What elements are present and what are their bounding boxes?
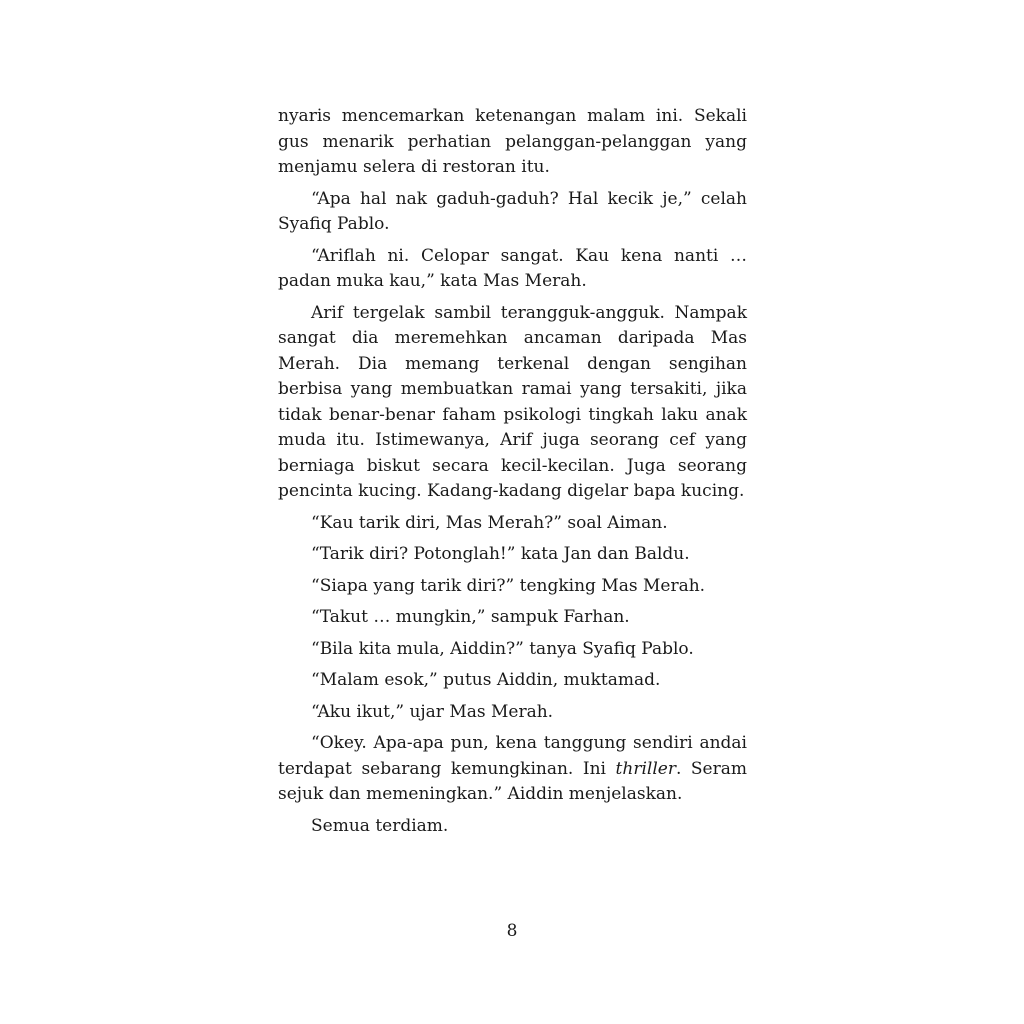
okey-text-after: . Seram sejuk dan memeningkan.” Aiddin menjelaskan. (278, 758, 747, 804)
paragraph-4: Arif tergelak sambil terangguk-angguk. Nampak sangat dia meremehkan ancaman daripada Mas Merah. Dia memang terkenal dengan sengihan berbisa yang membuatkan ramai yang tersakiti, jika tidak benar-benar faham psikologi tingkah laku anak muda itu. Istimewanya, Arif juga seorang cef yang berniaga biskut secara kecil-kecilan. Juga seorang pencinta kucing. Kadang-kadang digelar bapa kucing. (278, 302, 747, 501)
page-body (278, 104, 747, 845)
paragraph-11: “Aku ikut,” ujar Mas Merah. (311, 701, 554, 722)
paragraph-6: “Tarik diri? Potonglah!” kata Jan dan Baldu. (311, 544, 690, 564)
paragraph-2: “Apa hal nak gaduh-gaduh? Hal kecik je,” celah Syafiq Pablo. (278, 188, 747, 234)
paragraph-9: “Bila kita mula, Aiddin?” tanya Syafiq Pablo. (311, 638, 694, 659)
paragraph-7: “Siapa yang tarik diri?” tengking Mas Merah. (311, 575, 706, 596)
paragraph-8: “Takut … mungkin,” sampuk Farhan. (311, 607, 630, 627)
paragraph-5: “Kau tarik diri, Mas Merah?” soal Aiman. (311, 512, 668, 533)
paragraph-1: nyaris mencemarkan ketenangan malam ini. Sekali gus menarik perhatian pelanggan-pelanggan yang menjamu selera di restoran itu. (278, 106, 747, 177)
paragraph-closing: Semua terdiam. (311, 815, 449, 836)
paragraph-10: “Malam esok,” putus Aiddin, muktamad. (311, 670, 661, 690)
paragraph-3: “Ariflah ni. Celopar sangat. Kau kena nanti … padan muka kau,” kata Mas Merah. (278, 245, 747, 291)
paragraph-okey (278, 731, 747, 808)
okey-text-before: “Okey. Apa-apa pun, kena tanggung sendiri andai terdapat sebarang kemungkinan. Ini (278, 733, 747, 779)
page-number: 8 (506, 921, 518, 941)
thriller-italic: thriller (615, 758, 676, 779)
